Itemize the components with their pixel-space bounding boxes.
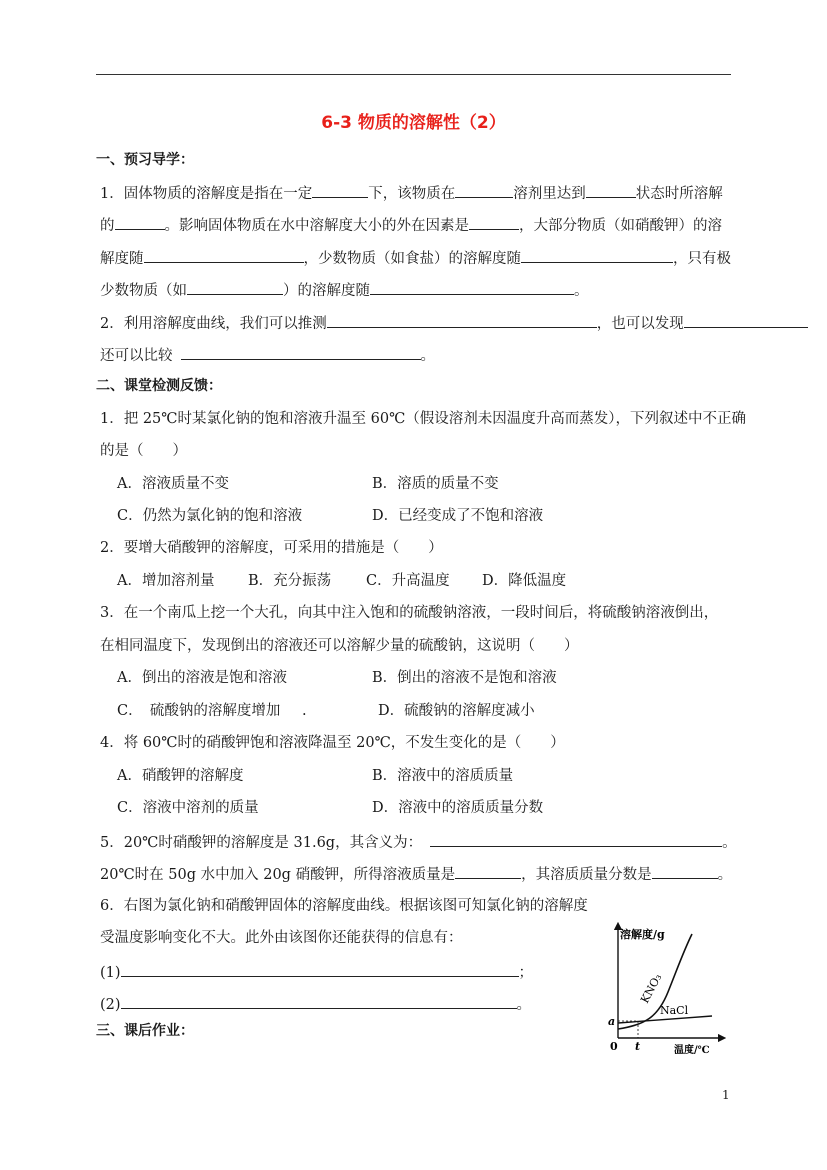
- s2-q2-option-b[interactable]: B．充分振荡: [248, 573, 332, 589]
- blank[interactable]: [455, 182, 513, 198]
- t-label: t: [635, 1040, 641, 1053]
- blank[interactable]: [370, 279, 574, 295]
- s2-q6-line2: 受温度影响变化不大。此外由该图你还能获得的信息有：: [100, 930, 463, 946]
- s2-q3-option-b[interactable]: B．倒出的溶液不是饱和溶液: [372, 670, 557, 686]
- blank[interactable]: [586, 182, 636, 198]
- s1-q2-line2: 还可以比较 。: [100, 344, 435, 366]
- s1-q1-line2: 的 。影响固体物质在水中溶解度大小的外在因素是 ，大部分物质（如硝酸钾）的溶: [100, 214, 722, 236]
- y-axis-label: 溶解度/g: [620, 928, 665, 941]
- x-axis-label: 温度/℃: [674, 1045, 710, 1056]
- s2-q6-answer1: (1) ；: [100, 961, 533, 983]
- s2-q2-line1: 2．要增大硝酸钾的溶解度，可采用的措施是（ ）: [100, 540, 443, 556]
- s2-q4-line1: 4．将 60℃时的硝酸钾饱和溶液降温至 20℃，不发生变化的是（ ）: [100, 735, 565, 751]
- blank[interactable]: [521, 247, 673, 263]
- s1-q2-line1: 2．利用溶解度曲线，我们可以推测 ，也可以发现: [100, 312, 808, 334]
- blank[interactable]: [312, 182, 368, 198]
- s1-q1-line3: 解度随 ，少数物质（如食盐）的溶解度随 ，只有极: [100, 247, 731, 269]
- nacl-label: NaCl: [660, 1004, 689, 1017]
- blank[interactable]: [115, 214, 165, 230]
- s2-q3-option-d[interactable]: D．硫酸钠的溶解度减小: [378, 703, 535, 719]
- blank[interactable]: [430, 831, 722, 847]
- s2-q6-answer2: (2) 。: [100, 993, 531, 1015]
- kno3-label: KNO₃: [638, 971, 665, 1006]
- section3-heading: 三、课后作业：: [96, 1023, 194, 1039]
- blank[interactable]: [121, 993, 517, 1009]
- s2-q3-stray-dot: .: [302, 703, 307, 719]
- header-rule: [96, 74, 731, 75]
- s2-q1-option-a[interactable]: A．溶液质量不变: [117, 476, 229, 492]
- s2-q3-option-a[interactable]: A．倒出的溶液是饱和溶液: [117, 670, 287, 686]
- section1-heading: 一、预习导学：: [96, 152, 194, 168]
- s2-q2-option-d[interactable]: D．降低温度: [482, 573, 567, 589]
- solubility-curve-figure: [600, 922, 730, 1060]
- s2-q5-line2: 20℃时在 50g 水中加入 20g 硝酸钾，所得溶液质量是 ，其溶质质量分数是 。: [100, 863, 732, 885]
- s2-q1-line2: 的是（ ）: [100, 443, 187, 459]
- s2-q4-option-a[interactable]: A．硝酸钾的溶解度: [117, 768, 244, 784]
- nacl-curve: [618, 1016, 712, 1023]
- a-label: a: [608, 1015, 616, 1028]
- blank[interactable]: [121, 961, 519, 977]
- blank[interactable]: [652, 863, 718, 879]
- s2-q4-option-b[interactable]: B．溶液中的溶质质量: [372, 768, 514, 784]
- s2-q2-option-a[interactable]: A．增加溶剂量: [117, 573, 215, 589]
- s2-q3-option-c[interactable]: C． 硫酸钠的溶解度增加: [117, 703, 281, 719]
- s2-q1-line1: 1．把 25℃时某氯化钠的饱和溶液升温至 60℃（假设溶剂未因温度升高而蒸发），下列叙述中不正确: [100, 411, 747, 427]
- s2-q5-line1: 5．20℃时硝酸钾的溶解度是 31.6g，其含义为： 。: [100, 831, 737, 853]
- page-title: 6-3 物质的溶解性（2）: [321, 113, 506, 133]
- origin-label: 0: [610, 1040, 618, 1053]
- page-number: 1: [722, 1088, 730, 1102]
- s2-q4-option-d[interactable]: D．溶液中的溶质质量分数: [372, 800, 544, 816]
- s2-q1-option-d[interactable]: D．已经变成了不饱和溶液: [372, 508, 544, 524]
- s2-q6-line1: 6．右图为氯化钠和硝酸钾固体的溶解度曲线。根据该图可知氯化钠的溶解度: [100, 898, 588, 914]
- blank[interactable]: [327, 312, 597, 328]
- blank[interactable]: [187, 279, 283, 295]
- s1-q1-line1: 1．固体物质的溶解度是指在一定 下，该物质在 溶剂里达到 状态时所溶解: [100, 182, 723, 204]
- s1-q1-line4: 少数物质（如 ）的溶解度随 。: [100, 279, 589, 301]
- s2-q3-line2: 在相同温度下，发现倒出的溶液还可以溶解少量的硫酸钠，这说明（ ）: [100, 638, 579, 654]
- s2-q3-line1: 3．在一个南瓜上挖一个大孔，向其中注入饱和的硫酸钠溶液，一段时间后，将硫酸钠溶液倒出，: [100, 605, 719, 621]
- blank[interactable]: [181, 344, 421, 360]
- blank[interactable]: [684, 312, 808, 328]
- blank[interactable]: [144, 247, 304, 263]
- s2-q1-option-b[interactable]: B．溶质的质量不变: [372, 476, 499, 492]
- s2-q1-option-c[interactable]: C．仍然为氯化钠的饱和溶液: [117, 508, 303, 524]
- s2-q4-option-c[interactable]: C．溶液中溶剂的质量: [117, 800, 259, 816]
- blank[interactable]: [455, 863, 521, 879]
- blank[interactable]: [469, 214, 519, 230]
- s2-q2-option-c[interactable]: C．升高温度: [366, 573, 450, 589]
- section2-heading: 二、课堂检测反馈：: [96, 378, 222, 394]
